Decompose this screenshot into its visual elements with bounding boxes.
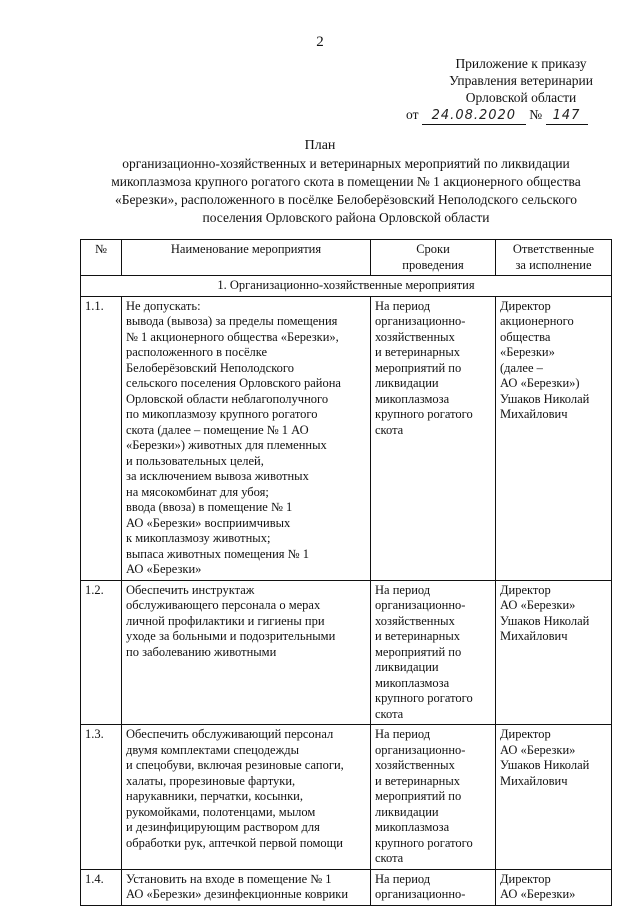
row-responsible: Директор АО «Березки» [496, 869, 612, 905]
row-term: На период организационно- хозяйственных и ветеринарных мероприятий по ликвидации микоплазмоза крупного рогатого скота [371, 580, 496, 725]
row-responsible: Директор АО «Березки» Ушаков Николай Михайлович [496, 580, 612, 725]
row-name: Не допускать: вывода (вывоза) за пределы помещения № 1 акционерного общества «Березки», расположенного в посёлке Белоберёзовский Неполодского сельского поселения Орловского района Орловской области неблагополучного по микоплазмозу крупного рогатого скота (далее – помещение № 1 АО «Березки») животных для племенных и пользовательных целей, за исключением вывоза животных на мясокомбинат для убоя; ввода (ввоза) в помещение № 1 АО «Березки» восприимчивых к микоплазмозу животных; выпаса животных помещения № 1 АО «Березки» [122, 296, 371, 580]
row-num: 1.3. [81, 725, 122, 870]
row-responsible: Директор акционерного общества «Березки» (далее – АО «Березки») Ушаков Николай Михайлович [496, 296, 612, 580]
row-responsible: Директор АО «Березки» Ушаков Николай Михайлович [496, 725, 612, 870]
row-term: На период организационно- хозяйственных и ветеринарных мероприятий по ликвидации микоплазмоза крупного рогатого скота [371, 725, 496, 870]
header-responsible: Ответственные за исполнение [496, 240, 612, 276]
table-row [81, 869, 612, 905]
section-row [81, 276, 612, 297]
plan-title: План [304, 138, 336, 153]
appendix-date-line [406, 106, 636, 125]
row-term: На период организационно- хозяйственных и ветеринарных мероприятий по ликвидации микоплазмоза крупного рогатого скота [371, 296, 496, 580]
header-name: Наименование мероприятия [122, 240, 371, 276]
row-term: На период организационно- [371, 869, 496, 905]
appendix-header [406, 55, 636, 125]
appendix-line-2: Управления ветеринарии [449, 73, 593, 88]
measures-table [80, 239, 612, 906]
plan-subtitle: организационно-хозяйственных и ветеринарных мероприятий по ликвидации микоплазмоза крупного рогатого скота в помещении № 1 акционерного общества «Березки», расположенного в посёлке Белоберёзовский Неполодского сельского поселения Орловского района Орловской области [111, 156, 581, 225]
table-header-row [81, 240, 612, 276]
table-row [81, 725, 612, 870]
date-prefix: от [406, 107, 419, 122]
row-name: Обеспечить инструктаж обслуживающего персонала о мерах личной профилактики и гигиены при уходе за больными и подозрительными по заболеванию животными [122, 580, 371, 725]
row-num: 1.4. [81, 869, 122, 905]
header-term: Сроки проведения [371, 240, 496, 276]
handwritten-number: 147 [546, 107, 588, 125]
row-name: Установить на входе в помещение № 1 АО «Березки» дезинфекционные коврики [122, 869, 371, 905]
table-row [81, 580, 612, 725]
number-prefix: № [529, 107, 543, 122]
section-title: 1. Организационно-хозяйственные мероприятия [81, 276, 612, 297]
page-number: 2 [316, 34, 324, 50]
row-name: Обеспечить обслуживающий персонал двумя комплектами спецодежды и спецобуви, включая резиновые сапоги, халаты, прорезиновые фартуки, нарукавники, перчатки, косынки, рукомойками, полотенцами, мылом и дезинфицирующим раствором для обработки рук, аптечкой первой помощи [122, 725, 371, 870]
appendix-line-3: Орловской области [465, 90, 577, 105]
row-num: 1.2. [81, 580, 122, 725]
table-row [81, 296, 612, 580]
header-num: № [81, 240, 122, 276]
row-num: 1.1. [81, 296, 122, 580]
appendix-line-1: Приложение к приказу [455, 56, 587, 71]
handwritten-date: 24.08.2020 [422, 107, 526, 125]
